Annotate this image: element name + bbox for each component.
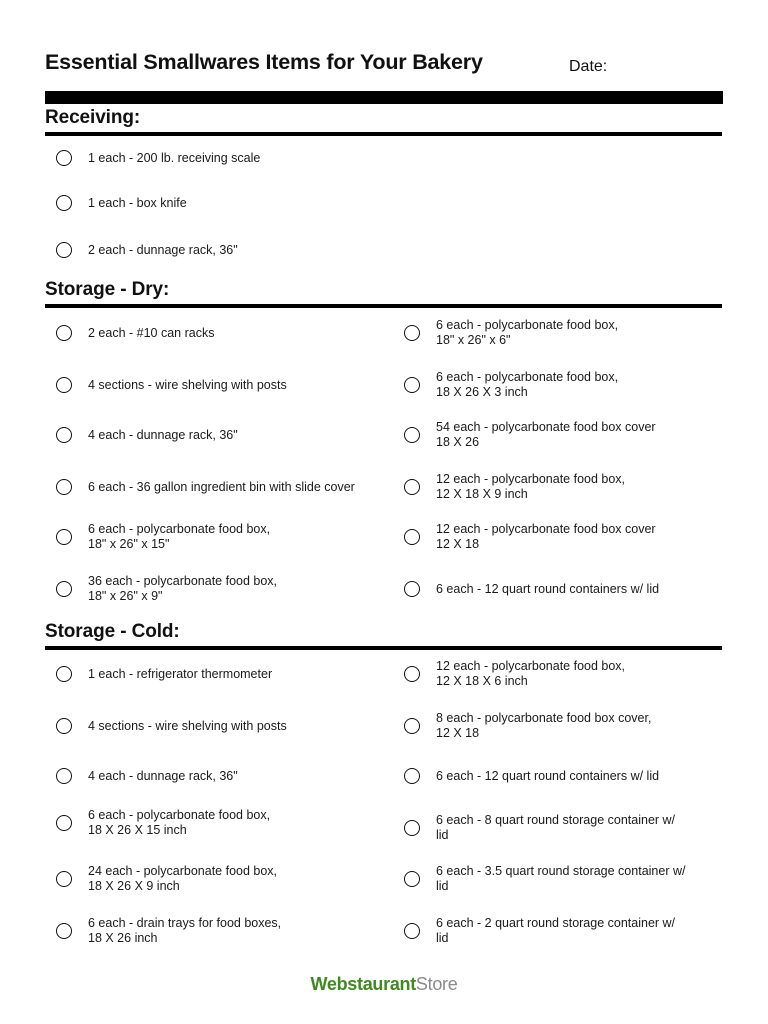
checklist-item[interactable] (404, 911, 724, 951)
radio-button[interactable] (56, 150, 72, 166)
radio-button[interactable] (56, 815, 72, 831)
radio-button[interactable] (404, 768, 420, 784)
section-title-receiving: Receiving: (45, 107, 141, 128)
radio-button[interactable] (56, 581, 72, 597)
checklist-item[interactable] (56, 230, 391, 270)
item-label: 6 each - polycarbonate food box, 18 X 26 X 15 inch (88, 808, 271, 837)
radio-button[interactable] (56, 479, 72, 495)
checklist-item[interactable] (56, 756, 391, 796)
checklist-item[interactable] (56, 654, 391, 694)
checklist-item[interactable] (404, 808, 724, 848)
radio-button[interactable] (404, 377, 420, 393)
item-label: 4 sections - wire shelving with posts (88, 377, 287, 392)
date-label: Date: (569, 58, 608, 75)
checklist-item[interactable] (404, 569, 724, 609)
radio-button[interactable] (56, 427, 72, 443)
item-label: 24 each - polycarbonate food box, 18 X 26 X 9 inch (88, 864, 278, 893)
radio-button[interactable] (404, 581, 420, 597)
item-label: 6 each - 36 gallon ingredient bin with slide cover (88, 479, 355, 494)
item-label: 6 each - 3.5 quart round storage container w/ lid (436, 864, 686, 893)
radio-button[interactable] (56, 923, 72, 939)
radio-button[interactable] (56, 242, 72, 258)
brand-name-part1: Webstaurant (310, 974, 416, 994)
radio-button[interactable] (404, 479, 420, 495)
section-rule-receiving (45, 132, 722, 136)
item-label: 1 each - box knife (88, 195, 187, 210)
radio-button[interactable] (56, 377, 72, 393)
item-label: 2 each - #10 can racks (88, 325, 215, 340)
item-label: 6 each - drain trays for food boxes, 18 X 26 inch (88, 916, 282, 945)
radio-button[interactable] (404, 666, 420, 682)
section-title-storage-cold: Storage - Cold: (45, 621, 180, 642)
item-label: 4 each - dunnage rack, 36" (88, 768, 238, 783)
item-label: 6 each - polycarbonate food box, 18" x 26" x 15" (88, 522, 271, 551)
checklist-item[interactable] (404, 415, 724, 455)
radio-button[interactable] (56, 666, 72, 682)
section-rule-storage-dry (45, 304, 722, 308)
checklist-item[interactable] (404, 756, 724, 796)
radio-button[interactable] (404, 871, 420, 887)
webstaurantstore-logo (0, 974, 768, 995)
radio-button[interactable] (404, 529, 420, 545)
checklist-item[interactable] (404, 654, 724, 694)
radio-button[interactable] (56, 871, 72, 887)
page-title: Essential Smallwares Items for Your Bakery (45, 50, 483, 74)
radio-button[interactable] (404, 923, 420, 939)
checklist-item[interactable] (404, 706, 724, 746)
radio-button[interactable] (56, 529, 72, 545)
radio-button[interactable] (404, 820, 420, 836)
section-rule-storage-cold (45, 646, 722, 650)
item-label: 6 each - polycarbonate food box, 18" x 26" x 6" (436, 318, 619, 347)
item-label: 2 each - dunnage rack, 36" (88, 242, 238, 257)
checklist-item[interactable] (56, 467, 391, 507)
item-label: 4 each - dunnage rack, 36" (88, 427, 238, 442)
item-label: 54 each - polycarbonate food box cover 18 X 26 (436, 420, 656, 449)
radio-button[interactable] (404, 718, 420, 734)
item-label: 6 each - 2 quart round storage container w/ lid (436, 916, 676, 945)
brand-name-part2: Store (415, 974, 458, 994)
item-label: 8 each - polycarbonate food box cover, 12 X 18 (436, 711, 652, 740)
header-divider (45, 91, 723, 104)
radio-button[interactable] (56, 768, 72, 784)
radio-button[interactable] (404, 427, 420, 443)
checklist-item[interactable] (404, 313, 724, 353)
item-label: 6 each - polycarbonate food box, 18 X 26 X 3 inch (436, 370, 619, 399)
item-label: 1 each - 200 lb. receiving scale (88, 150, 261, 165)
checklist-item[interactable] (56, 569, 391, 609)
item-label: 6 each - 8 quart round storage container w/ lid (436, 813, 676, 842)
checklist-item[interactable] (56, 911, 391, 951)
item-label: 12 each - polycarbonate food box, 12 X 18 X 9 inch (436, 472, 626, 501)
radio-button[interactable] (404, 325, 420, 341)
checklist-item[interactable] (56, 803, 391, 843)
checklist-item[interactable] (56, 365, 391, 405)
checklist-item[interactable] (56, 859, 391, 899)
radio-button[interactable] (56, 195, 72, 211)
item-label: 36 each - polycarbonate food box, 18" x 26" x 9" (88, 574, 278, 603)
item-label: 4 sections - wire shelving with posts (88, 718, 287, 733)
checklist-item[interactable] (56, 313, 391, 353)
checklist-item[interactable] (56, 706, 391, 746)
item-label: 1 each - refrigerator thermometer (88, 666, 273, 681)
item-label: 12 each - polycarbonate food box cover 12 X 18 (436, 522, 656, 551)
item-label: 12 each - polycarbonate food box, 12 X 18 X 6 inch (436, 659, 626, 688)
checklist-item[interactable] (56, 138, 391, 178)
checklist-item[interactable] (404, 517, 724, 557)
checklist-item[interactable] (404, 859, 724, 899)
section-title-storage-dry: Storage - Dry: (45, 279, 170, 300)
item-label: 6 each - 12 quart round containers w/ lid (436, 768, 660, 783)
radio-button[interactable] (56, 718, 72, 734)
radio-button[interactable] (56, 325, 72, 341)
checklist-item[interactable] (56, 183, 391, 223)
checklist-item[interactable] (404, 365, 724, 405)
checklist-item[interactable] (56, 415, 391, 455)
item-label: 6 each - 12 quart round containers w/ lid (436, 581, 660, 596)
checklist-item[interactable] (404, 467, 724, 507)
checklist-item[interactable] (56, 517, 391, 557)
